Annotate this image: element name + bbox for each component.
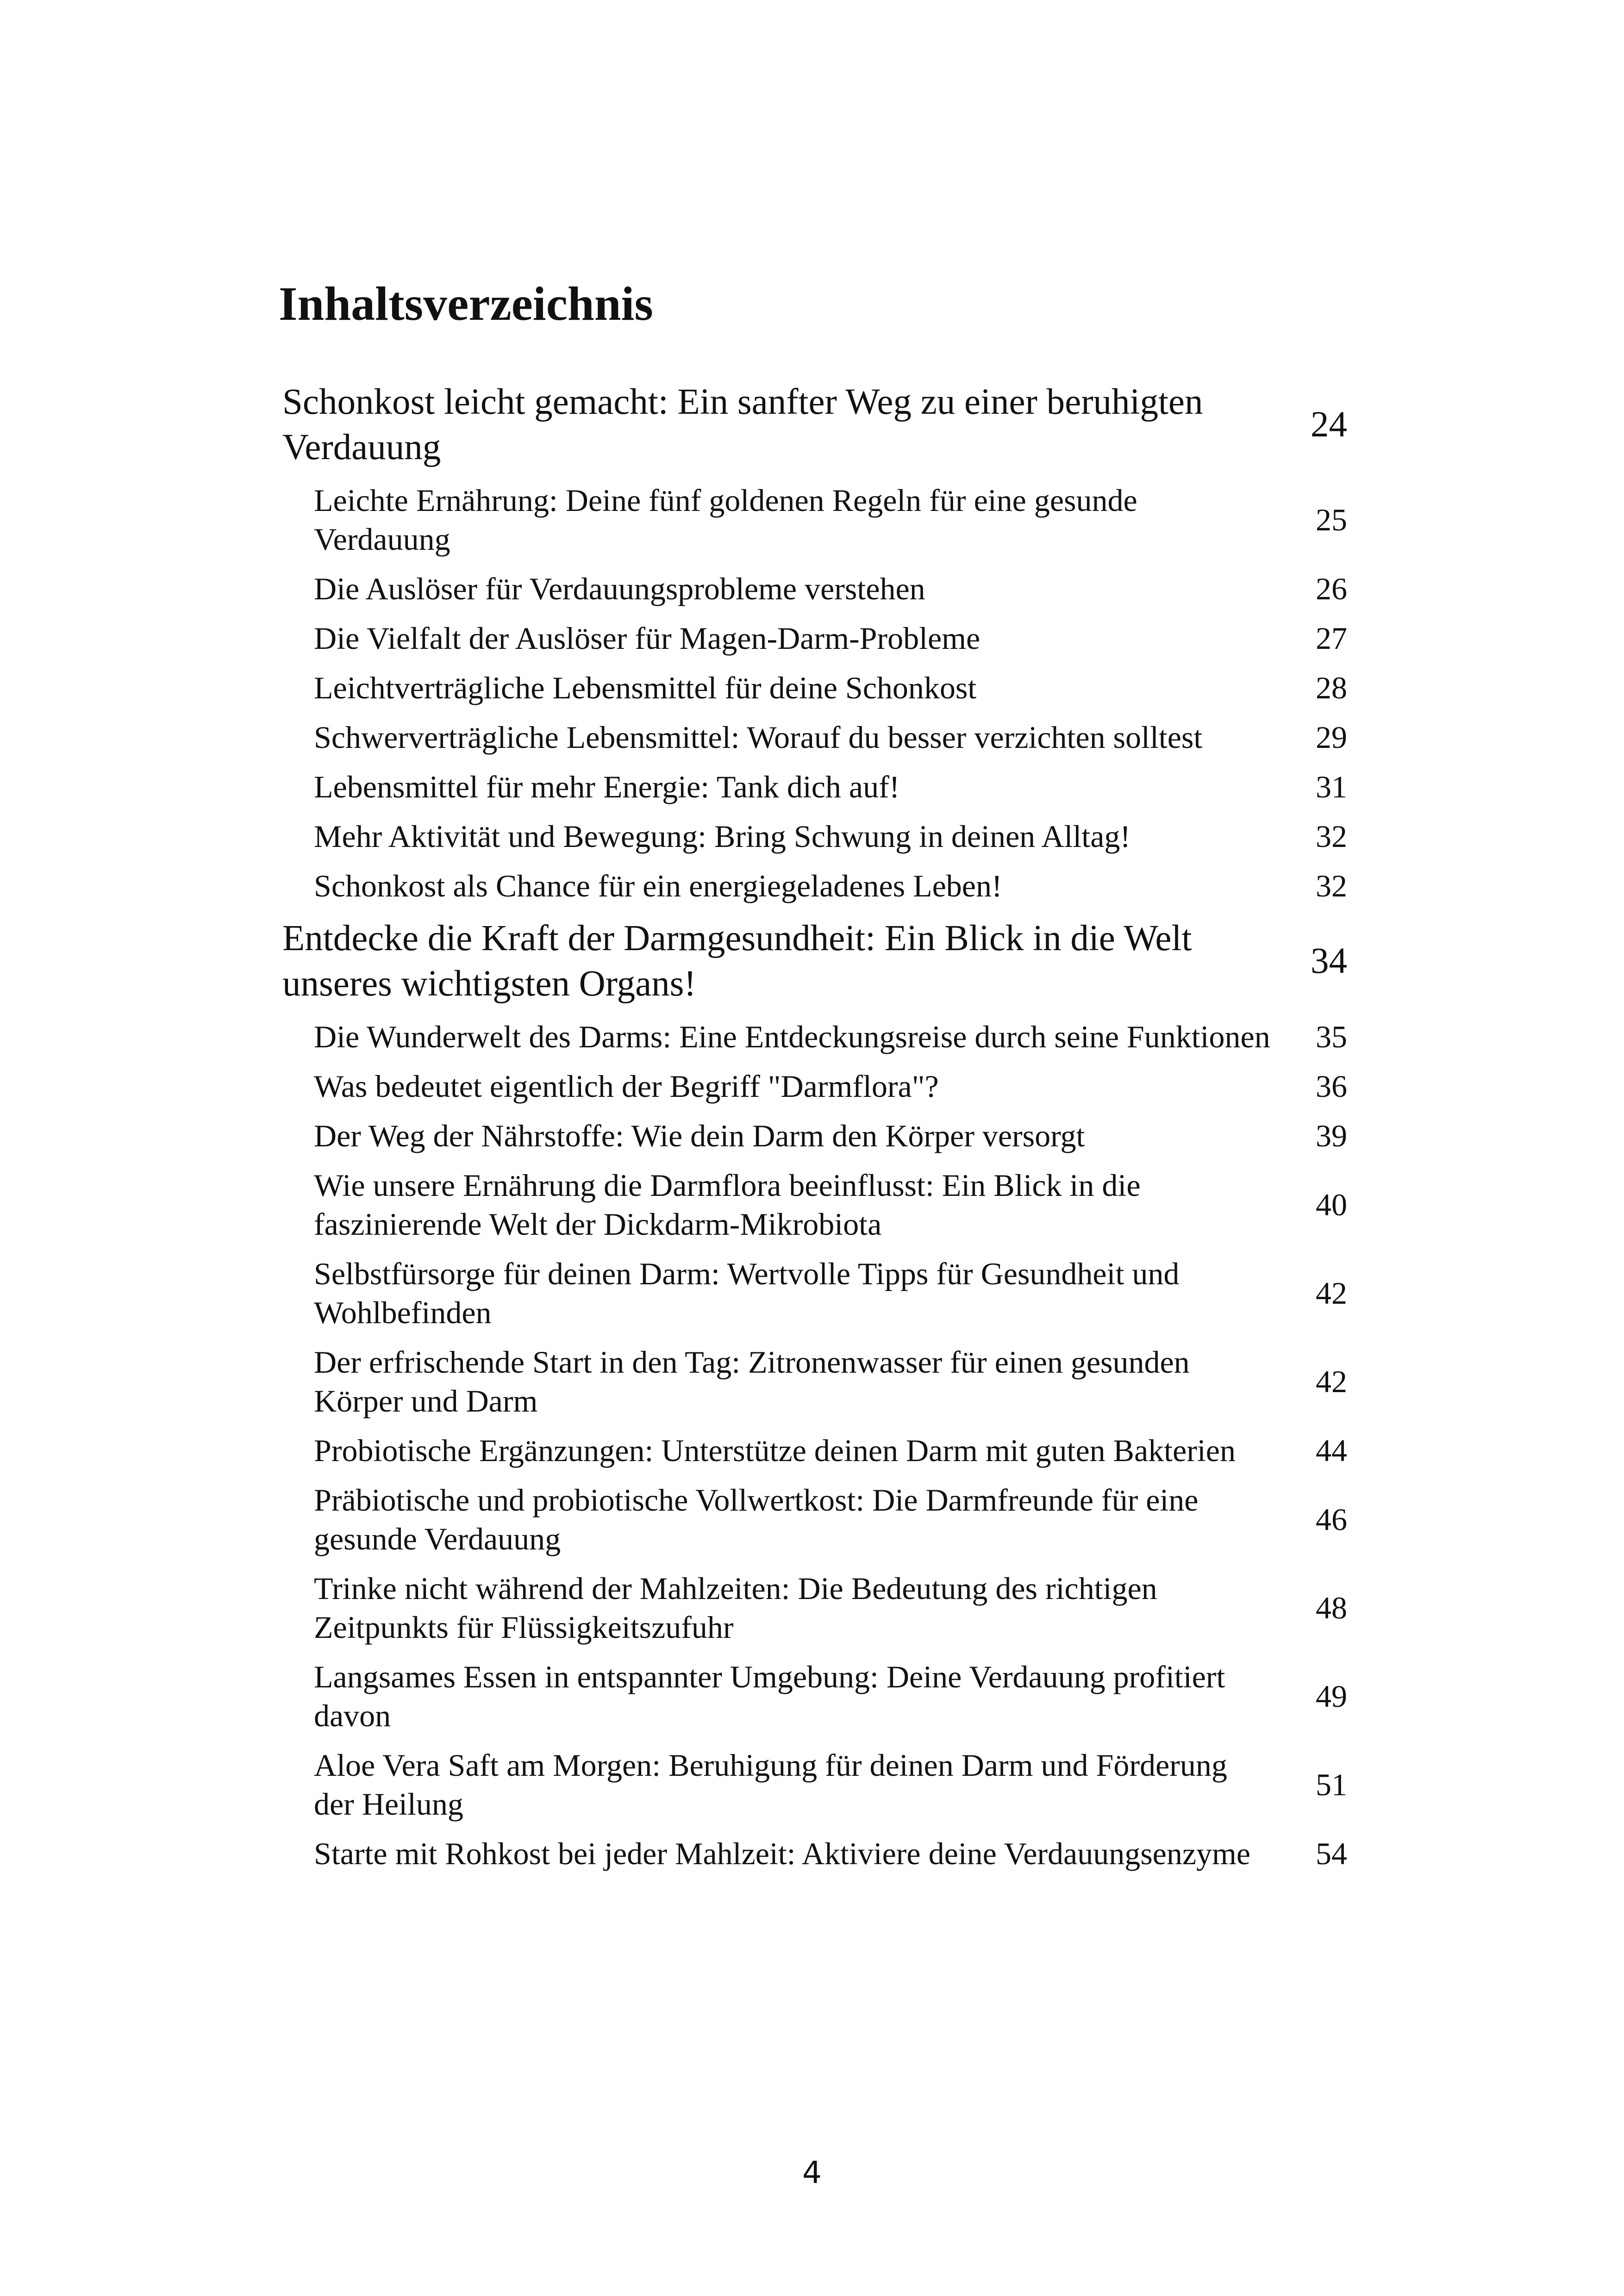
toc-section-entry[interactable] [282, 481, 1347, 559]
toc-entry-title: Mehr Aktivität und Bewegung: Bring Schwung in deinen Alltag! [314, 819, 1131, 854]
toc-entry-page: 32 [1316, 819, 1347, 854]
toc-chapter-entry[interactable] [282, 916, 1347, 1007]
toc-entry-title: Die Wunderwelt des Darms: Eine Entdeckungsreise durch seine Funktionen [314, 1019, 1270, 1054]
toc-section-entry[interactable] [282, 767, 1347, 806]
toc-entry-title: Starte mit Rohkost bei jeder Mahlzeit: Aktiviere deine Verdauungsenzyme [314, 1836, 1251, 1871]
toc-section-entry[interactable] [282, 1017, 1347, 1056]
toc-entry-title: Die Vielfalt der Auslöser für Magen-Darm-Probleme [314, 621, 981, 656]
toc-entry-page: 24 [1311, 404, 1347, 445]
toc-section-entry[interactable] [282, 1481, 1347, 1558]
toc-entry-title: Was bedeutet eigentlich der Begriff "Darmflora"? [314, 1069, 939, 1104]
toc-section-entry[interactable] [282, 619, 1347, 658]
toc-section-entry[interactable] [282, 569, 1347, 608]
toc-entry-title: Wie unsere Ernährung die Darmflora beeinflusst: Ein Blick in die faszinierende Welt der Dickdarm-Mikrobiota [314, 1168, 1141, 1242]
toc-entry-page: 39 [1316, 1118, 1347, 1153]
toc-section-entry[interactable] [282, 817, 1347, 856]
toc-section-entry[interactable] [282, 1067, 1347, 1106]
toc-entry-page: 32 [1316, 868, 1347, 903]
toc-entry-page: 49 [1316, 1679, 1347, 1714]
toc-entry-title: Probiotische Ergänzungen: Unterstütze deinen Darm mit guten Bakterien [314, 1433, 1236, 1468]
toc-entry-page: 35 [1316, 1019, 1347, 1054]
toc-entry-page: 25 [1316, 502, 1347, 537]
toc-section-entry[interactable] [282, 1343, 1347, 1420]
toc-entry-title: Trinke nicht während der Mahlzeiten: Die Bedeutung des richtigen Zeitpunkts für Flüssigkeitszufuhr [314, 1571, 1157, 1645]
toc-entry-title: Leichte Ernährung: Deine fünf goldenen Regeln für eine gesunde Verdauung [314, 483, 1137, 557]
toc-entry-page: 31 [1316, 769, 1347, 804]
toc-entry-page: 28 [1316, 670, 1347, 705]
toc-entry-title: Schonkost als Chance für ein energiegeladenes Leben! [314, 868, 1002, 903]
table-of-contents [282, 380, 1347, 1884]
toc-entry-page: 54 [1316, 1836, 1347, 1871]
toc-entry-page: 42 [1316, 1276, 1347, 1311]
toc-entry-title: Lebensmittel für mehr Energie: Tank dich auf! [314, 769, 900, 804]
page-number: 4 [802, 2155, 822, 2190]
toc-section-entry[interactable] [282, 1431, 1347, 1470]
toc-section-entry[interactable] [282, 718, 1347, 757]
toc-entry-page: 40 [1316, 1187, 1347, 1222]
toc-entry-title: Selbstfürsorge für deinen Darm: Wertvolle Tipps für Gesundheit und Wohlbefinden [314, 1256, 1180, 1330]
toc-entry-page: 29 [1316, 720, 1347, 755]
toc-section-entry[interactable] [282, 1116, 1347, 1155]
toc-section-entry[interactable] [282, 668, 1347, 707]
toc-entry-title: Aloe Vera Saft am Morgen: Beruhigung für deinen Darm und Förderung der Heilung [314, 1748, 1227, 1822]
toc-entry-title: Langsames Essen in entspannter Umgebung: Deine Verdauung profitiert davon [314, 1659, 1225, 1733]
toc-section-entry[interactable] [282, 1657, 1347, 1735]
toc-entry-page: 27 [1316, 621, 1347, 656]
toc-entry-title: Der Weg der Nährstoffe: Wie dein Darm den Körper versorgt [314, 1118, 1085, 1153]
toc-entry-title: Entdecke die Kraft der Darmgesundheit: Ein Blick in die Welt unseres wichtigsten Organs! [282, 918, 1192, 1004]
toc-entry-page: 34 [1311, 941, 1347, 981]
toc-entry-page: 26 [1316, 571, 1347, 606]
toc-entry-title: Schonkost leicht gemacht: Ein sanfter Weg zu einer beruhigten Verdauung [282, 382, 1203, 467]
toc-entry-page: 46 [1316, 1502, 1347, 1537]
toc-entry-page: 44 [1316, 1433, 1347, 1468]
toc-entry-title: Leichtverträgliche Lebensmittel für deine Schonkost [314, 670, 977, 705]
toc-entry-title: Der erfrischende Start in den Tag: Zitronenwasser für einen gesunden Körper und Darm [314, 1344, 1190, 1419]
toc-entry-page: 36 [1316, 1069, 1347, 1104]
toc-heading: Inhaltsverzeichnis [279, 277, 653, 330]
toc-entry-page: 48 [1316, 1590, 1347, 1625]
toc-entry-page: 51 [1316, 1767, 1347, 1802]
toc-section-entry[interactable] [282, 1746, 1347, 1823]
toc-entry-title: Schwerverträgliche Lebensmittel: Worauf du besser verzichten solltest [314, 720, 1203, 755]
toc-section-entry[interactable] [282, 1254, 1347, 1332]
toc-section-entry[interactable] [282, 1569, 1347, 1647]
toc-section-entry[interactable] [282, 866, 1347, 905]
toc-section-entry[interactable] [282, 1834, 1347, 1873]
toc-entry-page: 42 [1316, 1364, 1347, 1399]
toc-entry-title: Präbiotische und probiotische Vollwertkost: Die Darmfreunde für eine gesunde Verdauung [314, 1482, 1199, 1556]
toc-entry-title: Die Auslöser für Verdauungsprobleme verstehen [314, 571, 925, 606]
toc-chapter-entry[interactable] [282, 380, 1347, 470]
toc-section-entry[interactable] [282, 1166, 1347, 1244]
